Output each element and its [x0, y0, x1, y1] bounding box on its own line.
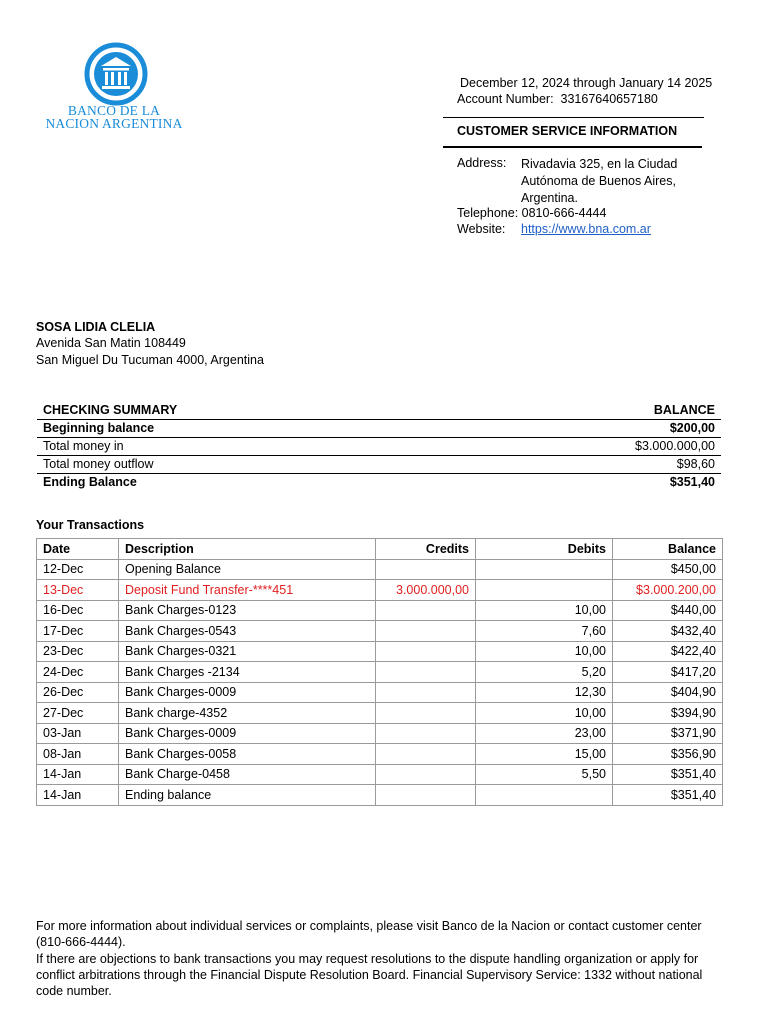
table-row: [37, 785, 723, 806]
cell-description: Bank Charges-0543: [119, 621, 376, 642]
table-header-row: [37, 539, 723, 560]
cell-description: Bank charge-4352: [119, 703, 376, 724]
table-row: [37, 641, 723, 662]
table-row: [37, 600, 723, 621]
cell-description: Bank Charges-0123: [119, 600, 376, 621]
table-row: [37, 559, 723, 580]
cell-description: Bank Charges-0058: [119, 744, 376, 765]
table-row: [37, 621, 723, 642]
cell-description: Ending balance: [119, 785, 376, 806]
cell-date: 26-Dec: [37, 682, 119, 703]
telephone-row: [457, 206, 606, 220]
cell-date: 12-Dec: [37, 559, 119, 580]
cell-description: Bank Charges -2134: [119, 662, 376, 683]
divider: [443, 146, 702, 148]
cell-balance: $3.000.200,00: [613, 580, 723, 601]
summary-row-beginning: [37, 420, 721, 437]
customer-address-line2: San Miguel Du Tucuman 4000, Argentina: [36, 353, 264, 367]
summary-value: $98,60: [676, 457, 715, 471]
summary-label: Beginning balance: [43, 421, 155, 435]
summary-row-outflow: [37, 456, 721, 473]
column-header-description: Description: [119, 539, 376, 560]
cell-date: 27-Dec: [37, 703, 119, 724]
footer-line: If there are objections to bank transactions you may request resolutions to the dispute handling organization or apply for conflict arbitrations through the Financial Dispute Resolution Board. Financial Supervisory Service: 1332 without national code number.: [36, 951, 703, 999]
summary-title: CHECKING SUMMARY: [43, 403, 178, 417]
cell-debit: 12,30: [476, 682, 613, 703]
cell-date: 23-Dec: [37, 641, 119, 662]
cell-debit: [476, 580, 613, 601]
statement-period: December 12, 2024 through January 14 2025: [460, 76, 713, 90]
cell-date: 08-Jan: [37, 744, 119, 765]
cell-credit: [376, 785, 476, 806]
website-label: Website:: [457, 222, 506, 236]
column-header-balance: Balance: [613, 539, 723, 560]
column-header-debits: Debits: [476, 539, 613, 560]
cell-date: 14-Jan: [37, 785, 119, 806]
cell-balance: $371,90: [613, 723, 723, 744]
customer-address-line1: Avenida San Matin 108449: [36, 336, 186, 350]
bank-name-line1: BANCO DE LA: [67, 103, 161, 118]
cell-balance: $404,90: [613, 682, 723, 703]
bank-name-line2: NACION ARGENTINA: [45, 116, 183, 131]
bank-address-line: Rivadavia 325, en la Ciudad: [521, 157, 678, 171]
column-header-date: Date: [37, 539, 119, 560]
cell-credit: [376, 682, 476, 703]
bank-logo: [38, 42, 190, 137]
cell-balance: $356,90: [613, 744, 723, 765]
cell-balance: $351,40: [613, 785, 723, 806]
cell-date: 14-Jan: [37, 764, 119, 785]
table-row: [37, 662, 723, 683]
customer-service-title: CUSTOMER SERVICE INFORMATION: [457, 124, 678, 138]
bank-address-line: Argentina.: [521, 191, 578, 205]
account-number-row: [457, 92, 658, 106]
cell-credit: [376, 662, 476, 683]
telephone-label: Telephone:: [457, 206, 519, 220]
cell-description: Bank Charges-0009: [119, 723, 376, 744]
footer-line: For more information about individual services or complaints, please visit Banco de la Nacion or contact customer center (810-666-4444).: [36, 919, 702, 950]
summary-label: Total money outflow: [43, 457, 154, 471]
table-row: [37, 580, 723, 601]
cell-description: Bank Charges-0009: [119, 682, 376, 703]
cell-description: Deposit Fund Transfer-****451: [119, 580, 376, 601]
summary-label: Ending Balance: [43, 475, 137, 489]
cell-credit: [376, 641, 476, 662]
cell-balance: $450,00: [613, 559, 723, 580]
table-row: [37, 723, 723, 744]
transactions-title: Your Transactions: [36, 518, 145, 532]
cell-credit: [376, 723, 476, 744]
customer-name: SOSA LIDIA CLELIA: [36, 320, 156, 334]
table-row: [37, 703, 723, 724]
bank-building-icon: [84, 42, 148, 106]
divider: [443, 117, 704, 118]
table-row: [37, 764, 723, 785]
summary-label: Total money in: [43, 439, 124, 453]
cell-date: 16-Dec: [37, 600, 119, 621]
cell-date: 03-Jan: [37, 723, 119, 744]
summary-value: $351,40: [669, 475, 715, 489]
cell-debit: 23,00: [476, 723, 613, 744]
column-header-credits: Credits: [376, 539, 476, 560]
cell-debit: 10,00: [476, 703, 613, 724]
cell-date: 17-Dec: [37, 621, 119, 642]
summary-value: $200,00: [669, 421, 715, 435]
bank-name: [38, 104, 190, 130]
cell-description: Opening Balance: [119, 559, 376, 580]
account-number-label: Account Number:: [457, 92, 554, 106]
telephone-number: 0810-666-4444: [521, 206, 607, 220]
cell-balance: $351,40: [613, 764, 723, 785]
cell-description: Bank Charges-0321: [119, 641, 376, 662]
address-label: Address:: [457, 156, 507, 170]
cell-debit: 5,50: [476, 764, 613, 785]
cell-credit: [376, 703, 476, 724]
cell-description: Bank Charge-0458: [119, 764, 376, 785]
cell-balance: $422,40: [613, 641, 723, 662]
checking-summary: [37, 402, 721, 491]
website-link[interactable]: https://www.bna.com.ar: [521, 222, 651, 236]
cell-date: 24-Dec: [37, 662, 119, 683]
cell-debit: [476, 559, 613, 580]
cell-credit: [376, 600, 476, 621]
transactions-table: [36, 538, 723, 806]
bank-address: [521, 156, 701, 207]
summary-row-ending: [37, 474, 721, 491]
cell-debit: 15,00: [476, 744, 613, 765]
cell-balance: $432,40: [613, 621, 723, 642]
summary-row-money-in: [37, 438, 721, 455]
summary-balance-header: BALANCE: [653, 403, 715, 417]
summary-header-row: [37, 402, 721, 419]
cell-debit: 5,20: [476, 662, 613, 683]
cell-credit: [376, 764, 476, 785]
footer-notice: [36, 918, 726, 999]
cell-debit: 7,60: [476, 621, 613, 642]
cell-debit: 10,00: [476, 600, 613, 621]
cell-balance: $440,00: [613, 600, 723, 621]
cell-balance: $417,20: [613, 662, 723, 683]
cell-date: 13-Dec: [37, 580, 119, 601]
table-row: [37, 682, 723, 703]
cell-credit: [376, 559, 476, 580]
cell-balance: $394,90: [613, 703, 723, 724]
cell-credit: 3.000.000,00: [376, 580, 476, 601]
summary-value: $3.000.000,00: [635, 439, 715, 453]
bank-address-line: Autónoma de Buenos Aires,: [521, 174, 676, 188]
account-number: 33167640657180: [560, 92, 658, 106]
table-row: [37, 744, 723, 765]
cell-debit: 10,00: [476, 641, 613, 662]
cell-credit: [376, 621, 476, 642]
cell-debit: [476, 785, 613, 806]
cell-credit: [376, 744, 476, 765]
